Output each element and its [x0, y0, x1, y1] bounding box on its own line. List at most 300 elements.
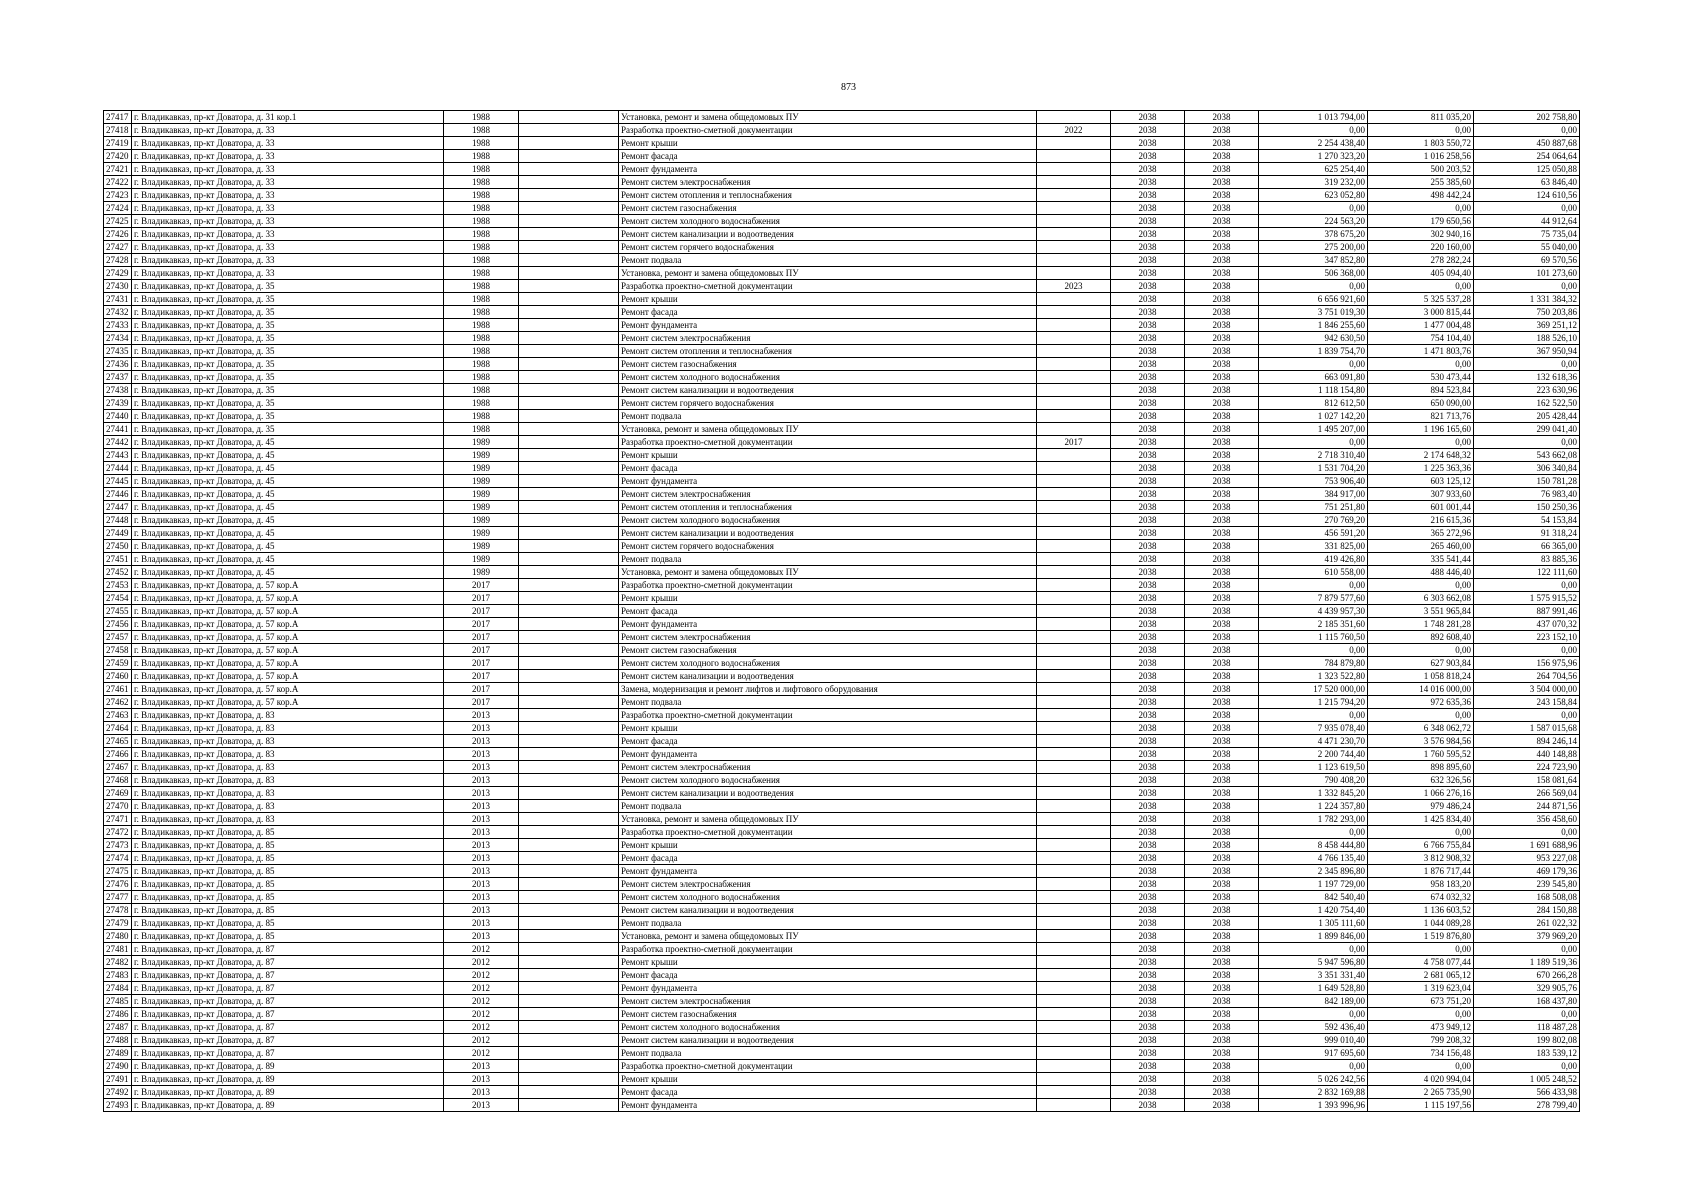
- plan-start-cell: 2038: [1111, 774, 1185, 787]
- plan-start-cell: 2038: [1111, 540, 1185, 553]
- work-type-cell: Ремонт фундамента: [619, 319, 1037, 332]
- work-type-cell: Ремонт крыши: [619, 137, 1037, 150]
- year-built-cell: 2017: [444, 605, 519, 618]
- year-built-cell: 1989: [444, 527, 519, 540]
- year-built-cell: 2017: [444, 618, 519, 631]
- cost-total-cell: 1 393 996,96: [1259, 1099, 1368, 1112]
- address-cell: г. Владикавказ, пр-кт Доватора, д. 45: [132, 527, 444, 540]
- work-type-cell: Ремонт подвала: [619, 1047, 1037, 1060]
- row-id-cell: 27478: [104, 904, 132, 917]
- blank-cell: [519, 878, 619, 891]
- year-built-cell: 1989: [444, 553, 519, 566]
- cost-total-cell: 4 439 957,30: [1259, 605, 1368, 618]
- plan-start-cell: 2038: [1111, 618, 1185, 631]
- cost-fund-cell: 1 319 623,04: [1368, 982, 1474, 995]
- table-row: [104, 553, 1580, 566]
- plan-start-cell: 2038: [1111, 761, 1185, 774]
- plan-end-cell: 2038: [1185, 384, 1259, 397]
- cost-fund-cell: 892 608,40: [1368, 631, 1474, 644]
- cost-owners-cell: 223 630,96: [1474, 384, 1580, 397]
- address-cell: г. Владикавказ, пр-кт Доватора, д. 33: [132, 254, 444, 267]
- work-type-cell: Разработка проектно-сметной документации: [619, 826, 1037, 839]
- plan-end-cell: 2038: [1185, 280, 1259, 293]
- work-type-cell: Разработка проектно-сметной документации: [619, 436, 1037, 449]
- table-row: [104, 709, 1580, 722]
- address-cell: г. Владикавказ, пр-кт Доватора, д. 89: [132, 1086, 444, 1099]
- table-row: [104, 540, 1580, 553]
- blank-cell: [519, 670, 619, 683]
- blank-cell: [519, 1060, 619, 1073]
- year-built-cell: 2013: [444, 774, 519, 787]
- year-built-cell: 2013: [444, 917, 519, 930]
- blank-cell: [519, 397, 619, 410]
- row-id-cell: 27459: [104, 657, 132, 670]
- cost-owners-cell: 437 070,32: [1474, 618, 1580, 631]
- plan-start-cell: 2038: [1111, 735, 1185, 748]
- plan-start-cell: 2038: [1111, 579, 1185, 592]
- blank-cell: [519, 163, 619, 176]
- year-built-cell: 1988: [444, 150, 519, 163]
- cost-owners-cell: 887 991,46: [1474, 605, 1580, 618]
- address-cell: г. Владикавказ, пр-кт Доватора, д. 57 кор.А: [132, 592, 444, 605]
- blank-cell: [519, 1034, 619, 1047]
- table-row: [104, 605, 1580, 618]
- cost-total-cell: 275 200,00: [1259, 241, 1368, 254]
- cost-fund-cell: 5 325 537,28: [1368, 293, 1474, 306]
- cost-owners-cell: 150 250,36: [1474, 501, 1580, 514]
- cost-total-cell: 17 520 000,00: [1259, 683, 1368, 696]
- cost-total-cell: 790 408,20: [1259, 774, 1368, 787]
- blank-cell: [519, 501, 619, 514]
- address-cell: г. Владикавказ, пр-кт Доватора, д. 83: [132, 735, 444, 748]
- row-id-cell: 27423: [104, 189, 132, 202]
- work-type-cell: Ремонт фасада: [619, 969, 1037, 982]
- pred-year-cell: [1037, 787, 1111, 800]
- work-type-cell: Разработка проектно-сметной документации: [619, 1060, 1037, 1073]
- plan-start-cell: 2038: [1111, 397, 1185, 410]
- plan-end-cell: 2038: [1185, 111, 1259, 124]
- blank-cell: [519, 228, 619, 241]
- cost-total-cell: 812 612,50: [1259, 397, 1368, 410]
- year-built-cell: 2013: [444, 1099, 519, 1112]
- year-built-cell: 1988: [444, 189, 519, 202]
- row-id-cell: 27482: [104, 956, 132, 969]
- year-built-cell: 2013: [444, 878, 519, 891]
- cost-fund-cell: 627 903,84: [1368, 657, 1474, 670]
- blank-cell: [519, 969, 619, 982]
- table-row: [104, 644, 1580, 657]
- cost-fund-cell: 6 766 755,84: [1368, 839, 1474, 852]
- row-id-cell: 27466: [104, 748, 132, 761]
- cost-owners-cell: 168 437,80: [1474, 995, 1580, 1008]
- work-type-cell: Ремонт систем газоснабжения: [619, 358, 1037, 371]
- work-type-cell: Ремонт фундамента: [619, 982, 1037, 995]
- plan-start-cell: 2038: [1111, 1034, 1185, 1047]
- blank-cell: [519, 761, 619, 774]
- work-type-cell: Ремонт фасада: [619, 852, 1037, 865]
- pred-year-cell: [1037, 605, 1111, 618]
- work-type-cell: Ремонт фасада: [619, 306, 1037, 319]
- cost-total-cell: 270 769,20: [1259, 514, 1368, 527]
- address-cell: г. Владикавказ, пр-кт Доватора, д. 33: [132, 228, 444, 241]
- pred-year-cell: [1037, 293, 1111, 306]
- table-row: [104, 241, 1580, 254]
- row-id-cell: 27487: [104, 1021, 132, 1034]
- cost-owners-cell: 0,00: [1474, 943, 1580, 956]
- pred-year-cell: [1037, 657, 1111, 670]
- work-type-cell: Установка, ремонт и замена общедомовых ПУ: [619, 566, 1037, 579]
- blank-cell: [519, 787, 619, 800]
- table-row: [104, 670, 1580, 683]
- cost-fund-cell: 2 174 648,32: [1368, 449, 1474, 462]
- blank-cell: [519, 1073, 619, 1086]
- plan-end-cell: 2038: [1185, 774, 1259, 787]
- plan-start-cell: 2038: [1111, 696, 1185, 709]
- pred-year-cell: [1037, 709, 1111, 722]
- plan-end-cell: 2038: [1185, 423, 1259, 436]
- work-type-cell: Ремонт систем холодного водоснабжения: [619, 657, 1037, 670]
- row-id-cell: 27490: [104, 1060, 132, 1073]
- cost-total-cell: 751 251,80: [1259, 501, 1368, 514]
- cost-owners-cell: 205 428,44: [1474, 410, 1580, 423]
- cost-fund-cell: 220 160,00: [1368, 241, 1474, 254]
- table-row: [104, 202, 1580, 215]
- cost-total-cell: 2 345 896,80: [1259, 865, 1368, 878]
- pred-year-cell: [1037, 800, 1111, 813]
- cost-total-cell: 4 766 135,40: [1259, 852, 1368, 865]
- row-id-cell: 27457: [104, 631, 132, 644]
- cost-owners-cell: 168 508,08: [1474, 891, 1580, 904]
- plan-end-cell: 2038: [1185, 449, 1259, 462]
- year-built-cell: 1988: [444, 293, 519, 306]
- address-cell: г. Владикавказ, пр-кт Доватора, д. 35: [132, 423, 444, 436]
- cost-fund-cell: 216 615,36: [1368, 514, 1474, 527]
- year-built-cell: 2017: [444, 696, 519, 709]
- cost-total-cell: 1 270 323,20: [1259, 150, 1368, 163]
- table-row: [104, 137, 1580, 150]
- cost-owners-cell: 0,00: [1474, 124, 1580, 137]
- cost-total-cell: 1 013 794,00: [1259, 111, 1368, 124]
- row-id-cell: 27426: [104, 228, 132, 241]
- row-id-cell: 27438: [104, 384, 132, 397]
- work-type-cell: Ремонт фундамента: [619, 865, 1037, 878]
- table-row: [104, 397, 1580, 410]
- work-type-cell: Ремонт систем холодного водоснабжения: [619, 371, 1037, 384]
- year-built-cell: 1988: [444, 124, 519, 137]
- plan-start-cell: 2038: [1111, 436, 1185, 449]
- cost-fund-cell: 650 090,00: [1368, 397, 1474, 410]
- cost-fund-cell: 498 442,24: [1368, 189, 1474, 202]
- row-id-cell: 27470: [104, 800, 132, 813]
- cost-fund-cell: 0,00: [1368, 202, 1474, 215]
- cost-total-cell: 1 495 207,00: [1259, 423, 1368, 436]
- address-cell: г. Владикавказ, пр-кт Доватора, д. 87: [132, 1008, 444, 1021]
- year-built-cell: 2017: [444, 657, 519, 670]
- plan-end-cell: 2038: [1185, 722, 1259, 735]
- address-cell: г. Владикавказ, пр-кт Доватора, д. 33: [132, 150, 444, 163]
- table-row: [104, 267, 1580, 280]
- cost-fund-cell: 0,00: [1368, 280, 1474, 293]
- year-built-cell: 2013: [444, 826, 519, 839]
- address-cell: г. Владикавказ, пр-кт Доватора, д. 89: [132, 1060, 444, 1073]
- address-cell: г. Владикавказ, пр-кт Доватора, д. 57 кор.А: [132, 670, 444, 683]
- blank-cell: [519, 1086, 619, 1099]
- blank-cell: [519, 748, 619, 761]
- row-id-cell: 27436: [104, 358, 132, 371]
- table-row: [104, 631, 1580, 644]
- row-id-cell: 27418: [104, 124, 132, 137]
- cost-total-cell: 6 656 921,60: [1259, 293, 1368, 306]
- plan-start-cell: 2038: [1111, 1099, 1185, 1112]
- address-cell: г. Владикавказ, пр-кт Доватора, д. 45: [132, 449, 444, 462]
- year-built-cell: 1989: [444, 501, 519, 514]
- cost-total-cell: 842 189,00: [1259, 995, 1368, 1008]
- plan-start-cell: 2038: [1111, 202, 1185, 215]
- cost-fund-cell: 1 425 834,40: [1368, 813, 1474, 826]
- row-id-cell: 27440: [104, 410, 132, 423]
- pred-year-cell: [1037, 358, 1111, 371]
- row-id-cell: 27467: [104, 761, 132, 774]
- row-id-cell: 27420: [104, 150, 132, 163]
- plan-end-cell: 2038: [1185, 371, 1259, 384]
- plan-start-cell: 2038: [1111, 319, 1185, 332]
- cost-total-cell: 942 630,50: [1259, 332, 1368, 345]
- cost-total-cell: 753 906,40: [1259, 475, 1368, 488]
- address-cell: г. Владикавказ, пр-кт Доватора, д. 57 кор.А: [132, 605, 444, 618]
- table-row: [104, 475, 1580, 488]
- table-row: [104, 800, 1580, 813]
- cost-fund-cell: 1 471 803,76: [1368, 345, 1474, 358]
- table-row: [104, 657, 1580, 670]
- blank-cell: [519, 371, 619, 384]
- blank-cell: [519, 943, 619, 956]
- year-built-cell: 1988: [444, 410, 519, 423]
- cost-total-cell: 1 115 760,50: [1259, 631, 1368, 644]
- blank-cell: [519, 150, 619, 163]
- plan-end-cell: 2038: [1185, 176, 1259, 189]
- cost-owners-cell: 55 040,00: [1474, 241, 1580, 254]
- table-row: [104, 228, 1580, 241]
- pred-year-cell: [1037, 774, 1111, 787]
- table-row: [104, 436, 1580, 449]
- cost-fund-cell: 674 032,32: [1368, 891, 1474, 904]
- cost-total-cell: 1 649 528,80: [1259, 982, 1368, 995]
- cost-fund-cell: 0,00: [1368, 1008, 1474, 1021]
- table-row: [104, 761, 1580, 774]
- year-built-cell: 1988: [444, 215, 519, 228]
- blank-cell: [519, 345, 619, 358]
- cost-owners-cell: 122 111,60: [1474, 566, 1580, 579]
- cost-fund-cell: 500 203,52: [1368, 163, 1474, 176]
- year-built-cell: 1989: [444, 540, 519, 553]
- blank-cell: [519, 735, 619, 748]
- address-cell: г. Владикавказ, пр-кт Доватора, д. 35: [132, 293, 444, 306]
- row-id-cell: 27450: [104, 540, 132, 553]
- work-type-cell: Установка, ремонт и замена общедомовых ПУ: [619, 111, 1037, 124]
- row-id-cell: 27447: [104, 501, 132, 514]
- plan-end-cell: 2038: [1185, 1060, 1259, 1073]
- row-id-cell: 27477: [104, 891, 132, 904]
- cost-owners-cell: 44 912,64: [1474, 215, 1580, 228]
- plan-start-cell: 2038: [1111, 878, 1185, 891]
- plan-end-cell: 2038: [1185, 1008, 1259, 1021]
- plan-end-cell: 2038: [1185, 527, 1259, 540]
- plan-end-cell: 2038: [1185, 787, 1259, 800]
- work-type-cell: Ремонт систем электроснабжения: [619, 631, 1037, 644]
- year-built-cell: 1989: [444, 566, 519, 579]
- blank-cell: [519, 189, 619, 202]
- work-type-cell: Ремонт крыши: [619, 956, 1037, 969]
- year-built-cell: 1988: [444, 267, 519, 280]
- address-cell: г. Владикавказ, пр-кт Доватора, д. 57 кор.А: [132, 644, 444, 657]
- cost-fund-cell: 3 551 965,84: [1368, 605, 1474, 618]
- pred-year-cell: [1037, 228, 1111, 241]
- year-built-cell: 2013: [444, 722, 519, 735]
- plan-end-cell: 2038: [1185, 969, 1259, 982]
- plan-start-cell: 2038: [1111, 1086, 1185, 1099]
- pred-year-cell: [1037, 371, 1111, 384]
- work-type-cell: Ремонт систем отопления и теплоснабжения: [619, 345, 1037, 358]
- address-cell: г. Владикавказ, пр-кт Доватора, д. 83: [132, 722, 444, 735]
- work-type-cell: Ремонт систем горячего водоснабжения: [619, 540, 1037, 553]
- plan-end-cell: 2038: [1185, 982, 1259, 995]
- work-type-cell: Ремонт систем канализации и водоотведения: [619, 904, 1037, 917]
- pred-year-cell: [1037, 722, 1111, 735]
- cost-fund-cell: 1 876 717,44: [1368, 865, 1474, 878]
- cost-total-cell: 224 563,20: [1259, 215, 1368, 228]
- blank-cell: [519, 865, 619, 878]
- blank-cell: [519, 800, 619, 813]
- table-row: [104, 306, 1580, 319]
- table-row: [104, 956, 1580, 969]
- year-built-cell: 1988: [444, 345, 519, 358]
- cost-fund-cell: 3 576 984,56: [1368, 735, 1474, 748]
- cost-total-cell: 0,00: [1259, 280, 1368, 293]
- cost-total-cell: 1 118 154,80: [1259, 384, 1368, 397]
- address-cell: г. Владикавказ, пр-кт Доватора, д. 45: [132, 566, 444, 579]
- cost-fund-cell: 601 001,44: [1368, 501, 1474, 514]
- plan-end-cell: 2038: [1185, 241, 1259, 254]
- cost-fund-cell: 1 519 876,80: [1368, 930, 1474, 943]
- plan-end-cell: 2038: [1185, 1099, 1259, 1112]
- cost-total-cell: 0,00: [1259, 124, 1368, 137]
- work-type-cell: Ремонт подвала: [619, 917, 1037, 930]
- address-cell: г. Владикавказ, пр-кт Доватора, д. 35: [132, 280, 444, 293]
- cost-total-cell: 917 695,60: [1259, 1047, 1368, 1060]
- year-built-cell: 1988: [444, 397, 519, 410]
- work-type-cell: Ремонт фундамента: [619, 1099, 1037, 1112]
- row-id-cell: 27479: [104, 917, 132, 930]
- cost-total-cell: 347 852,80: [1259, 254, 1368, 267]
- address-cell: г. Владикавказ, пр-кт Доватора, д. 45: [132, 436, 444, 449]
- year-built-cell: 2012: [444, 1047, 519, 1060]
- plan-start-cell: 2038: [1111, 631, 1185, 644]
- row-id-cell: 27452: [104, 566, 132, 579]
- blank-cell: [519, 254, 619, 267]
- cost-total-cell: 1 123 619,50: [1259, 761, 1368, 774]
- pred-year-cell: [1037, 462, 1111, 475]
- cost-total-cell: 1 846 255,60: [1259, 319, 1368, 332]
- year-built-cell: 1989: [444, 462, 519, 475]
- year-built-cell: 1988: [444, 319, 519, 332]
- cost-fund-cell: 365 272,96: [1368, 527, 1474, 540]
- plan-end-cell: 2038: [1185, 917, 1259, 930]
- cost-owners-cell: 0,00: [1474, 826, 1580, 839]
- year-built-cell: 2013: [444, 761, 519, 774]
- plan-end-cell: 2038: [1185, 748, 1259, 761]
- year-built-cell: 1988: [444, 111, 519, 124]
- address-cell: г. Владикавказ, пр-кт Доватора, д. 33: [132, 163, 444, 176]
- cost-owners-cell: 1 691 688,96: [1474, 839, 1580, 852]
- cost-fund-cell: 14 016 000,00: [1368, 683, 1474, 696]
- plan-start-cell: 2038: [1111, 254, 1185, 267]
- cost-total-cell: 1 197 729,00: [1259, 878, 1368, 891]
- plan-start-cell: 2038: [1111, 371, 1185, 384]
- cost-owners-cell: 188 526,10: [1474, 332, 1580, 345]
- plan-end-cell: 2038: [1185, 397, 1259, 410]
- cost-owners-cell: 1 331 384,32: [1474, 293, 1580, 306]
- cost-total-cell: 2 254 438,40: [1259, 137, 1368, 150]
- cost-total-cell: 2 718 310,40: [1259, 449, 1368, 462]
- plan-start-cell: 2038: [1111, 358, 1185, 371]
- blank-cell: [519, 358, 619, 371]
- cost-total-cell: 1 215 794,20: [1259, 696, 1368, 709]
- cost-owners-cell: 69 570,56: [1474, 254, 1580, 267]
- table-row: [104, 722, 1580, 735]
- year-built-cell: 2013: [444, 891, 519, 904]
- pred-year-cell: [1037, 826, 1111, 839]
- table-row: [104, 319, 1580, 332]
- table-row: [104, 904, 1580, 917]
- cost-fund-cell: 673 751,20: [1368, 995, 1474, 1008]
- plan-end-cell: 2038: [1185, 345, 1259, 358]
- year-built-cell: 2013: [444, 787, 519, 800]
- blank-cell: [519, 540, 619, 553]
- cost-owners-cell: 0,00: [1474, 280, 1580, 293]
- table-row: [104, 865, 1580, 878]
- blank-cell: [519, 592, 619, 605]
- plan-end-cell: 2038: [1185, 202, 1259, 215]
- work-type-cell: Ремонт фундамента: [619, 475, 1037, 488]
- row-id-cell: 27472: [104, 826, 132, 839]
- year-built-cell: 2013: [444, 930, 519, 943]
- plan-start-cell: 2038: [1111, 956, 1185, 969]
- year-built-cell: 2013: [444, 852, 519, 865]
- plan-end-cell: 2038: [1185, 124, 1259, 137]
- table-row: [104, 618, 1580, 631]
- plan-start-cell: 2038: [1111, 852, 1185, 865]
- blank-cell: [519, 1047, 619, 1060]
- cost-total-cell: 1 839 754,70: [1259, 345, 1368, 358]
- cost-total-cell: 1 782 293,00: [1259, 813, 1368, 826]
- work-type-cell: Установка, ремонт и замена общедомовых ПУ: [619, 930, 1037, 943]
- address-cell: г. Владикавказ, пр-кт Доватора, д. 57 кор.А: [132, 618, 444, 631]
- row-id-cell: 27469: [104, 787, 132, 800]
- plan-end-cell: 2038: [1185, 995, 1259, 1008]
- blank-cell: [519, 280, 619, 293]
- pred-year-cell: [1037, 956, 1111, 969]
- row-id-cell: 27488: [104, 1034, 132, 1047]
- pred-year-cell: [1037, 566, 1111, 579]
- cost-owners-cell: 202 758,80: [1474, 111, 1580, 124]
- blank-cell: [519, 553, 619, 566]
- cost-owners-cell: 469 179,36: [1474, 865, 1580, 878]
- cost-total-cell: 5 026 242,56: [1259, 1073, 1368, 1086]
- cost-total-cell: 3 751 019,30: [1259, 306, 1368, 319]
- table-row: [104, 917, 1580, 930]
- cost-fund-cell: 0,00: [1368, 826, 1474, 839]
- plan-end-cell: 2038: [1185, 319, 1259, 332]
